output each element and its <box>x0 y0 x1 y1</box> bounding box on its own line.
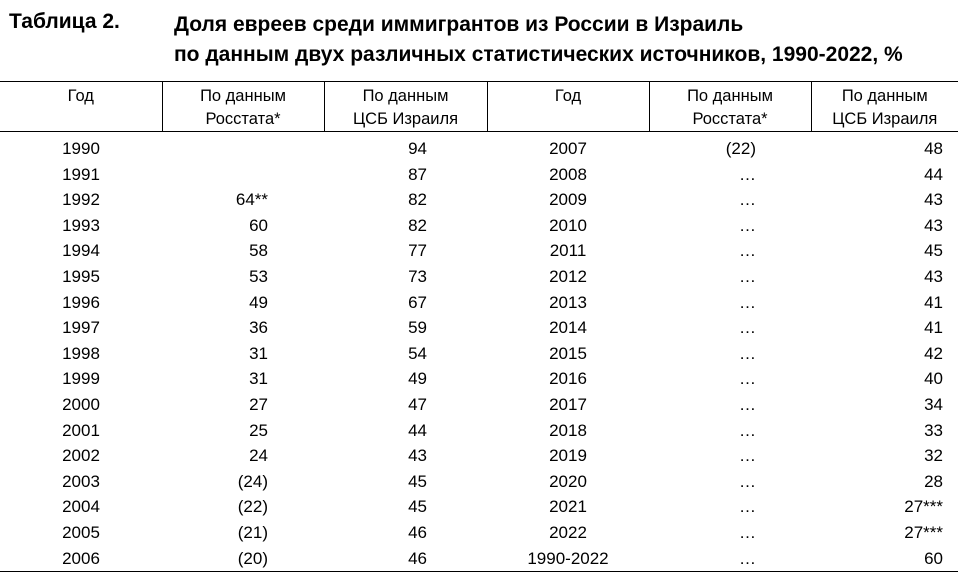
table-row <box>0 238 958 264</box>
cell-rosstat-right <box>649 162 811 188</box>
cell-csb-left-value: 45 <box>408 497 427 517</box>
table-row <box>0 443 958 469</box>
cell-rosstat-left-value: 27 <box>249 394 268 414</box>
cell-csb-left <box>324 366 487 392</box>
cell-rosstat-right-value: … <box>739 471 756 491</box>
cell-rosstat-right <box>649 494 811 520</box>
header-row <box>0 82 958 132</box>
cell-year-right: 2013 <box>549 292 587 312</box>
cell-csb-left-value: 46 <box>408 522 427 542</box>
data-table <box>0 81 958 572</box>
header-csb-left-line2: ЦСБ Израиля <box>352 110 459 128</box>
cell-csb-right-value: 32 <box>924 446 943 466</box>
cell-year-right: 2008 <box>549 164 587 184</box>
cell-rosstat-right-value: … <box>739 394 756 414</box>
cell-rosstat-left <box>162 238 324 264</box>
cell-year-left: 2005 <box>62 522 100 542</box>
cell-year-left: 2006 <box>0 546 162 572</box>
cell-csb-left-value: 73 <box>408 266 427 286</box>
cell-rosstat-right <box>649 213 811 239</box>
header-csb-right-line1: По данным <box>841 87 928 105</box>
cell-csb-left-value: 49 <box>408 369 427 389</box>
cell-year-right: 2007 <box>549 139 587 158</box>
cell-csb-right-value: 28 <box>924 471 943 491</box>
cell-rosstat-right-value: … <box>739 497 756 517</box>
cell-csb-right <box>811 392 958 418</box>
cell-year-right: 2009 <box>549 190 587 210</box>
cell-year-left: 1996 <box>62 292 100 312</box>
cell-rosstat-left <box>162 366 324 392</box>
cell-year-right: 2010 <box>549 215 587 235</box>
cell-csb-left-value: 54 <box>408 343 427 363</box>
cell-year-left: 1999 <box>62 369 100 389</box>
cell-csb-right-value: 40 <box>924 369 943 389</box>
cell-rosstat-right-value: … <box>739 266 756 286</box>
cell-rosstat-right <box>649 264 811 290</box>
cell-year-right: 2022 <box>549 522 587 542</box>
cell-rosstat-left-value: 64** <box>235 190 268 210</box>
cell-rosstat-left-value: 49 <box>249 292 268 312</box>
cell-rosstat-right-value: (22) <box>725 139 756 158</box>
cell-rosstat-right <box>649 238 811 264</box>
cell-rosstat-left-value: (24) <box>237 471 268 491</box>
header-rosstat-right-line2: Росстата* <box>692 110 768 128</box>
cell-csb-left-value: 82 <box>408 215 427 235</box>
cell-csb-right <box>811 315 958 341</box>
cell-csb-left <box>324 469 487 495</box>
cell-year-right: 2012 <box>549 266 587 286</box>
cell-rosstat-left <box>162 418 324 444</box>
cell-year-right: 2018 <box>549 420 587 440</box>
cell-csb-right-value: 27*** <box>904 497 943 517</box>
cell-year-right: 2011 <box>549 241 587 261</box>
cell-rosstat-left <box>162 315 324 341</box>
header-rosstat-right-line1: По данным <box>687 87 773 105</box>
cell-csb-left <box>324 520 487 546</box>
cell-rosstat-right <box>649 132 811 162</box>
header-csb-left <box>324 82 487 132</box>
cell-csb-left-value: 94 <box>408 139 427 158</box>
cell-csb-right <box>811 546 958 572</box>
table-row <box>0 520 958 546</box>
cell-csb-left <box>324 546 487 572</box>
table-body <box>0 132 958 572</box>
cell-year-left: 1992 <box>62 190 100 210</box>
table-row <box>0 187 958 213</box>
cell-rosstat-left <box>162 494 324 520</box>
cell-rosstat-left <box>162 132 324 162</box>
cell-csb-left <box>324 162 487 188</box>
cell-csb-right <box>811 469 958 495</box>
cell-csb-right-value: 43 <box>924 215 943 235</box>
cell-year-right: 2015 <box>549 343 587 363</box>
cell-rosstat-left <box>162 443 324 469</box>
cell-csb-left-value: 82 <box>408 190 427 210</box>
cell-rosstat-left-value: 36 <box>249 318 268 338</box>
table-row <box>0 392 958 418</box>
cell-csb-right <box>811 132 958 162</box>
cell-year-left: 1990 <box>62 139 100 158</box>
cell-year-right: 2016 <box>549 369 587 389</box>
cell-rosstat-right-value: … <box>739 369 756 389</box>
cell-rosstat-right <box>649 469 811 495</box>
cell-rosstat-right <box>649 418 811 444</box>
cell-rosstat-left <box>162 290 324 316</box>
cell-rosstat-right-value: … <box>739 446 756 466</box>
cell-rosstat-left <box>162 546 324 572</box>
table-number: Таблица 2. <box>9 10 120 33</box>
cell-csb-right <box>811 238 958 264</box>
cell-year-left: 1994 <box>62 241 100 261</box>
cell-csb-left <box>324 315 487 341</box>
cell-csb-right <box>811 520 958 546</box>
cell-rosstat-right <box>649 290 811 316</box>
cell-rosstat-left <box>162 213 324 239</box>
cell-csb-left <box>324 264 487 290</box>
cell-rosstat-right-value: … <box>739 292 756 312</box>
cell-rosstat-right <box>649 315 811 341</box>
cell-rosstat-left-value: (21) <box>237 522 268 542</box>
cell-year-left: 1997 <box>62 318 100 338</box>
cell-csb-left <box>324 213 487 239</box>
table-row <box>0 366 958 392</box>
cell-rosstat-right-value: … <box>739 190 756 210</box>
header-rosstat-left-line2: Росстата* <box>205 110 281 128</box>
cell-csb-left-value: 45 <box>408 471 427 491</box>
cell-year-left: 2001 <box>62 420 100 440</box>
cell-csb-right <box>811 494 958 520</box>
cell-csb-right-value: 43 <box>924 266 943 286</box>
cell-csb-left <box>324 494 487 520</box>
cell-year-left: 2000 <box>62 394 100 414</box>
cell-rosstat-right-value: … <box>739 548 756 568</box>
cell-rosstat-left-value: 24 <box>249 446 268 466</box>
cell-csb-left <box>324 443 487 469</box>
table-row <box>0 469 958 495</box>
cell-year-right: 2021 <box>549 497 587 517</box>
cell-csb-right <box>811 162 958 188</box>
cell-rosstat-right-value: … <box>739 318 756 338</box>
table-row <box>0 132 958 162</box>
cell-rosstat-right <box>649 341 811 367</box>
cell-csb-right <box>811 213 958 239</box>
cell-year-right: 1990-2022 <box>487 546 649 572</box>
cell-rosstat-left-value: (22) <box>237 497 268 517</box>
cell-year-right: 2014 <box>549 318 587 338</box>
cell-csb-right-value: 27*** <box>904 522 943 542</box>
table-row <box>0 162 958 188</box>
cell-csb-left-value: 87 <box>408 164 427 184</box>
cell-csb-right <box>811 366 958 392</box>
table-row <box>0 494 958 520</box>
cell-rosstat-left <box>162 520 324 546</box>
cell-rosstat-left <box>162 264 324 290</box>
cell-csb-left-value: 67 <box>408 292 427 312</box>
cell-csb-right-value: 44 <box>924 164 943 184</box>
cell-csb-left-value: 59 <box>408 318 427 338</box>
cell-csb-right-value: 34 <box>924 394 943 414</box>
cell-csb-right <box>811 418 958 444</box>
table-row <box>0 341 958 367</box>
cell-rosstat-left-value: (20) <box>237 548 268 568</box>
cell-csb-right-value: 48 <box>924 139 943 158</box>
cell-rosstat-right-value: … <box>739 215 756 235</box>
cell-csb-right <box>811 290 958 316</box>
header-csb-right-line2: ЦСБ Израиля <box>832 110 938 128</box>
cell-rosstat-right-value: … <box>739 343 756 363</box>
cell-csb-left <box>324 132 487 162</box>
cell-rosstat-right <box>649 546 811 572</box>
header-csb-left-line1: По данным <box>362 87 449 105</box>
cell-rosstat-left-value: 31 <box>249 369 268 389</box>
cell-rosstat-left <box>162 469 324 495</box>
header-rosstat-left <box>162 82 324 132</box>
cell-year-left: 2003 <box>62 471 100 491</box>
cell-csb-right-value: 60 <box>924 548 943 568</box>
header-rosstat-right <box>649 82 811 132</box>
cell-csb-right-value: 45 <box>924 241 943 261</box>
cell-rosstat-left-value: 31 <box>249 343 268 363</box>
cell-rosstat-left <box>162 341 324 367</box>
header-csb-right <box>811 82 958 132</box>
cell-rosstat-right <box>649 443 811 469</box>
cell-rosstat-left <box>162 392 324 418</box>
cell-csb-left-value: 46 <box>408 548 427 568</box>
cell-csb-right-value: 43 <box>924 190 943 210</box>
cell-rosstat-left <box>162 187 324 213</box>
cell-csb-left <box>324 290 487 316</box>
cell-year-right: 2020 <box>549 471 587 491</box>
header-year-right: Год <box>487 82 649 132</box>
cell-csb-left-value: 77 <box>408 241 427 261</box>
cell-rosstat-left-value: 58 <box>249 241 268 261</box>
cell-csb-right <box>811 264 958 290</box>
header-rosstat-left-line1: По данным <box>200 87 286 105</box>
cell-rosstat-right <box>649 187 811 213</box>
cell-rosstat-right <box>649 366 811 392</box>
cell-csb-right-value: 42 <box>924 343 943 363</box>
cell-year-left: 2002 <box>62 446 100 466</box>
cell-year-right: 2017 <box>549 394 587 414</box>
cell-rosstat-left-value: 25 <box>249 420 268 440</box>
table-row <box>0 546 958 572</box>
cell-year-right: 2019 <box>549 446 587 466</box>
cell-rosstat-right-value: … <box>739 164 756 184</box>
table-row <box>0 418 958 444</box>
cell-csb-right-value: 33 <box>924 420 943 440</box>
cell-csb-left <box>324 392 487 418</box>
cell-rosstat-right-value: … <box>739 420 756 440</box>
table-title-line2: по данным двух различных статистических источников, 1990-2022, % <box>174 43 903 66</box>
cell-rosstat-left-value: 60 <box>249 215 268 235</box>
cell-year-left: 1998 <box>62 343 100 363</box>
cell-csb-left-value: 47 <box>408 394 427 414</box>
cell-csb-left-value: 43 <box>408 446 427 466</box>
header-year-left: Год <box>0 82 162 132</box>
table-title <box>174 10 903 70</box>
table-row <box>0 290 958 316</box>
table-row <box>0 315 958 341</box>
cell-rosstat-right <box>649 392 811 418</box>
cell-csb-right-value: 41 <box>924 292 943 312</box>
cell-csb-left <box>324 418 487 444</box>
cell-year-left: 1991 <box>62 164 100 184</box>
table-title-line1: Доля евреев среди иммигрантов из России в Израиль <box>174 13 744 36</box>
cell-csb-right-value: 41 <box>924 318 943 338</box>
cell-year-left: 1993 <box>62 215 100 235</box>
cell-csb-right <box>811 341 958 367</box>
cell-csb-right <box>811 443 958 469</box>
cell-csb-right <box>811 187 958 213</box>
cell-year-left: 1995 <box>62 266 100 286</box>
cell-rosstat-left <box>162 162 324 188</box>
cell-rosstat-left-value: 53 <box>249 266 268 286</box>
table-row <box>0 213 958 239</box>
cell-rosstat-right-value: … <box>739 522 756 542</box>
cell-rosstat-right <box>649 520 811 546</box>
cell-csb-left-value: 44 <box>408 420 427 440</box>
cell-csb-left <box>324 238 487 264</box>
cell-rosstat-right-value: … <box>739 241 756 261</box>
table-row <box>0 264 958 290</box>
cell-csb-left <box>324 341 487 367</box>
cell-year-left: 2004 <box>62 497 100 517</box>
cell-csb-left <box>324 187 487 213</box>
